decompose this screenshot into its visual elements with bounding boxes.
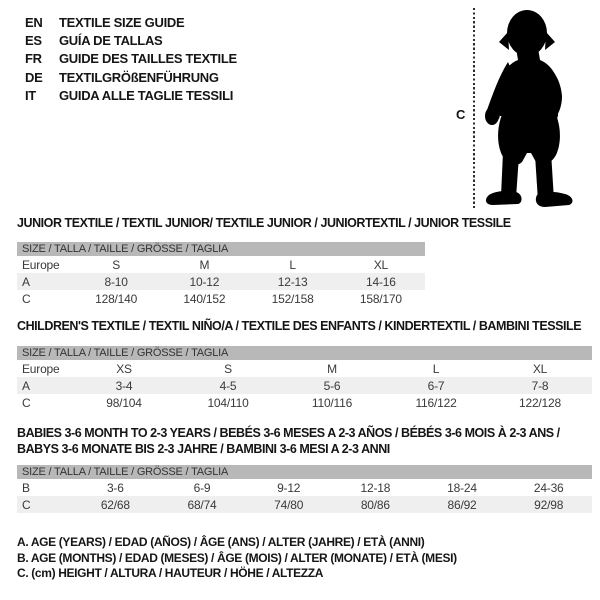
age-cell: 7-8 xyxy=(531,378,549,393)
heading-line: CHILDREN'S TEXTILE / TEXTIL NIÑO/A / TEXTILE DES ENFANTS / KINDERTEXTIL / BAMBINI TESSILE xyxy=(17,319,582,333)
footnote-a: A. AGE (YEARS) / EDAD (AÑOS) / ÂGE (ANS) / ALTER (JAHRE) / ETÀ (ANNI) xyxy=(17,535,425,549)
size-header-bar xyxy=(17,465,592,479)
size-cell: XL xyxy=(373,257,389,272)
language-row-de xyxy=(25,68,237,86)
months-cell: 3-6 xyxy=(106,480,124,495)
age-cell: 6-7 xyxy=(427,378,445,393)
heading-line: BABYS 3-6 MONATE BIS 2-3 JAHRE / BAMBINI 3-6 MESI A 2-3 ANNI xyxy=(17,442,390,456)
height-cell: 110/116 xyxy=(311,395,353,410)
size-header-label: SIZE / TALLA / TAILLE / GRÖSSE / TAGLIA xyxy=(22,466,229,478)
height-cell: 140/152 xyxy=(183,291,226,306)
age-cell: 8-10 xyxy=(104,274,128,289)
months-cell: 12-18 xyxy=(360,480,391,495)
height-cell: 62/68 xyxy=(100,497,130,512)
height-cell: 80/86 xyxy=(360,497,390,512)
size-header-label: SIZE / TALLA / TAILLE / GRÖSSE / TAGLIA xyxy=(22,243,229,255)
language-title: GUIDA ALLE TAGLIE TESSILI xyxy=(59,87,234,103)
height-cell: 158/170 xyxy=(359,291,402,306)
language-code: IT xyxy=(25,87,36,103)
age-cell: 14-16 xyxy=(366,274,396,289)
table-row-height xyxy=(17,496,592,513)
row-label: Europe xyxy=(22,361,60,376)
language-code: ES xyxy=(25,32,42,48)
table-row-europe xyxy=(17,256,425,273)
babies-table-heading xyxy=(17,425,560,457)
language-code: FR xyxy=(25,51,42,67)
language-row-fr xyxy=(25,50,237,68)
height-cell: 104/110 xyxy=(207,395,249,410)
language-title: TEXTILE SIZE GUIDE xyxy=(59,14,185,30)
height-cell: 128/140 xyxy=(95,291,138,306)
footnote-legend xyxy=(17,535,457,582)
language-row-it xyxy=(25,86,237,104)
months-cell: 18-24 xyxy=(447,480,477,495)
language-title: GUIDE DES TAILLES TEXTILE xyxy=(59,51,237,67)
height-cell: 122/128 xyxy=(519,395,561,410)
height-cell: 98/104 xyxy=(106,395,142,410)
heading-line: BABIES 3-6 MONTH TO 2-3 YEARS / BEBÉS 3-6 MESES A 2-3 AÑOS / BÉBÉS 3-6 MOIS À 2-3 ANS / xyxy=(17,426,560,440)
size-header-label: SIZE / TALLA / TAILLE / GRÖSSE / TAGLIA xyxy=(22,347,229,359)
row-label: A xyxy=(22,378,30,393)
children-size-table xyxy=(17,346,592,411)
size-header-bar xyxy=(17,242,425,256)
size-cell: S xyxy=(112,257,121,272)
size-cell: S xyxy=(224,361,232,376)
table-row-height xyxy=(17,290,425,307)
height-cell: 86/92 xyxy=(447,497,477,512)
age-cell: 3-4 xyxy=(115,378,133,393)
size-header-bar xyxy=(17,346,592,360)
months-cell: 24-36 xyxy=(533,480,564,495)
height-measure-label: C xyxy=(456,107,466,122)
language-title: TEXTILGRÖßENFÜHRUNG xyxy=(59,69,219,85)
size-cell: XS xyxy=(116,361,132,376)
height-cell: 152/158 xyxy=(271,291,314,306)
height-cell: 74/80 xyxy=(274,497,304,512)
language-row-en xyxy=(25,13,237,31)
age-cell: 12-13 xyxy=(277,274,308,289)
footnote-b: B. AGE (MONTHS) / EDAD (MESES) / ÂGE (MOIS) / ALTER (MONATE) / ETÀ (MESI) xyxy=(17,550,457,565)
language-code: DE xyxy=(25,69,43,85)
heading-line: JUNIOR TEXTILE / TEXTIL JUNIOR/ TEXTILE JUNIOR / JUNIORTEXTIL / JUNIOR TESSILE xyxy=(17,216,511,230)
junior-table-heading xyxy=(17,215,511,231)
age-cell: 4-5 xyxy=(219,378,237,393)
junior-size-table xyxy=(17,242,425,307)
table-row-height xyxy=(17,394,592,411)
table-row-age xyxy=(17,273,425,290)
age-cell: 5-6 xyxy=(323,378,341,393)
row-label: Europe xyxy=(22,257,60,272)
language-title: GUÍA DE TALLAS xyxy=(59,32,163,48)
size-cell: M xyxy=(199,257,210,272)
toddler-silhouette-icon xyxy=(482,6,586,208)
table-row-months xyxy=(17,479,592,496)
row-label: C xyxy=(22,497,31,512)
months-cell: 6-9 xyxy=(193,480,211,495)
size-cell: L xyxy=(289,257,296,272)
height-cell: 116/122 xyxy=(415,395,457,410)
age-cell: 10-12 xyxy=(189,274,220,289)
size-cell: XL xyxy=(532,361,548,376)
babies-size-table xyxy=(17,465,592,513)
months-cell: 9-12 xyxy=(277,480,301,495)
size-cell: M xyxy=(327,361,337,376)
language-title-list xyxy=(25,13,237,104)
language-code: EN xyxy=(25,14,43,30)
height-cell: 68/74 xyxy=(187,497,217,512)
height-cell: 92/98 xyxy=(534,497,564,512)
children-table-heading xyxy=(17,318,581,334)
footnote-c: C. (cm) HEIGHT / ALTURA / HAUTEUR / HÖHE / ALTEZZA xyxy=(17,566,324,580)
row-label: C xyxy=(22,291,31,306)
row-label: B xyxy=(22,480,30,495)
row-label: C xyxy=(22,395,31,410)
table-row-europe xyxy=(17,360,592,377)
table-row-age xyxy=(17,377,592,394)
row-label: A xyxy=(22,274,30,289)
language-row-es xyxy=(25,31,237,49)
height-dashed-line xyxy=(473,8,475,208)
size-cell: L xyxy=(432,361,440,376)
